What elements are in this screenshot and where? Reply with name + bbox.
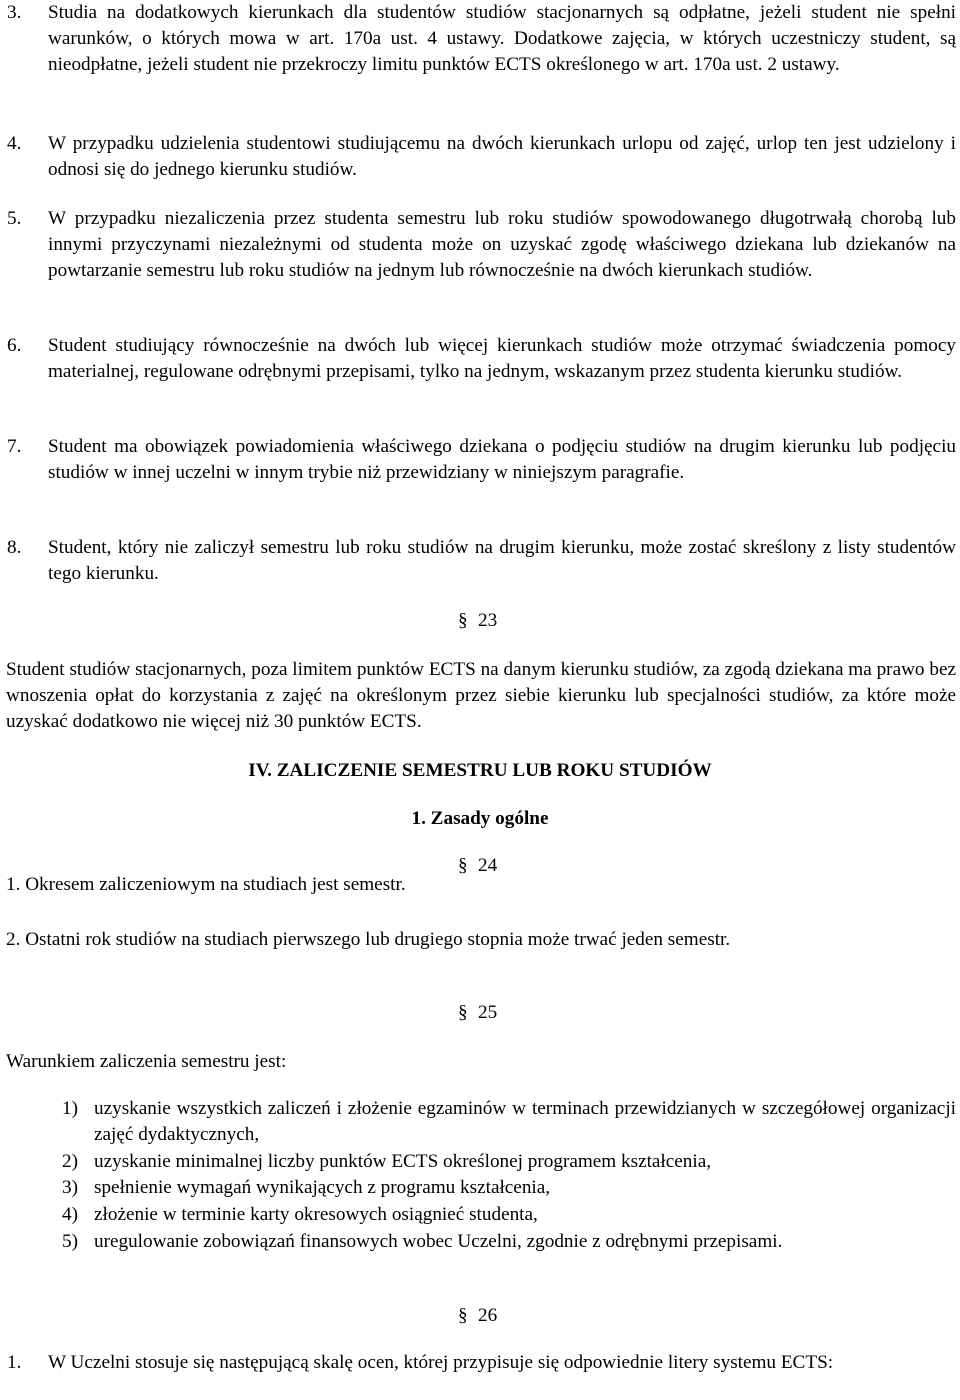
item-text: W przypadku niezaliczenia przez studenta semestru lub roku studiów spowodowanego długotrwałą chorobą lub innymi przyczynami niezależnymi od studenta może on uzyskać zgodę właściwego dziekana lub dziekanów na powtarzanie semestru lub roku studiów na jednym lub równocześnie na dwóch kierunkach studiów. [48,208,956,282]
item-number: 1. [6,874,21,895]
item-text: Student ma obowiązek powiadomienia właściwego dziekana o podjęciu studiów na drugim kierunku lub podjęciu studiów w innej uczelni w innym trybie niż przewidziany w niniejszym paragrafie. [48,436,956,484]
item-text: Okresem zaliczeniowym na studiach jest semestr. [25,874,406,895]
item-text: uregulowanie zobowiązań finansowych wobec Uczelni, zgodnie z odrębnymi przepisami. [94,1231,783,1252]
item-number: 6. [7,335,22,356]
section-number: 23 [478,610,498,631]
item-text: złożenie w terminie karty okresowych osiągnieć studenta, [94,1204,538,1225]
list-item [0,1202,960,1228]
chapter-heading: IV. ZALICZENIE SEMESTRU LUB ROKU STUDIÓW [248,760,712,781]
numbered-item [0,434,960,486]
item-text: Student, który nie zaliczył semestru lub roku studiów na drugim kierunku, może zostać skreślony z listy studentów tego kierunku. [48,537,956,585]
item-text: W przypadku udzielenia studentowi studiującemu na dwóch kierunkach urlopu od zajęć, urlop ten jest udzielony i odnosi się do jednego kierunku studiów. [48,133,956,181]
paragraph-text: Student studiów stacjonarnych, poza limitem punktów ECTS na danym kierunku studiów, za zgodą dziekana ma prawo bez wnoszenia opłat do korzystania z zajęć na określonym przez siebie kierunku lub specjalności studiów, za które może uzyskać dodatkowo nie więcej niż 30 punktów ECTS. [6,659,956,733]
numbered-item [0,535,960,587]
paragraph-25-intro: Warunkiem zaliczenia semestru jest: [6,1051,287,1072]
list-item [0,1175,960,1201]
numbered-item [0,206,960,285]
section-symbol: § [458,1305,468,1326]
item-number: 4) [62,1204,78,1225]
item-number: 8. [7,537,22,558]
paragraph-23 [0,657,960,736]
section-mark-24 [458,853,497,879]
sub-heading: 1. Zasady ogólne [411,808,549,829]
item-text: spełnienie wymagań wynikających z programu kształcenia, [94,1177,551,1198]
item-number: 2. [6,929,21,950]
section-symbol: § [458,1002,468,1023]
section-number: 24 [478,855,498,876]
item-text: uzyskanie minimalnej liczby punktów ECTS określonej programem kształcenia, [94,1151,712,1172]
list-item [0,1229,960,1255]
item-text: Studia na dodatkowych kierunkach dla studentów studiów stacjonarnych są odpłatne, jeżeli student nie spełni warunków, o których mowa w art. 170a ust. 4 ustawy. Dodatkowe zajęcia, w których uczestniczy student, są nieodpłatne, jeżeli student nie przekroczy limitu punktów ECTS określonego w art. 170a ust. 2 ustawy. [48,2,956,76]
numbered-item [0,1350,960,1376]
section-symbol: § [458,855,468,876]
section-mark-25 [458,1000,497,1026]
item-number: 1) [62,1098,78,1119]
item-text: W Uczelni stosuje się następującą skalę ocen, której przypisuje się odpowiednie litery systemu ECTS: [48,1352,834,1373]
item-text: uzyskanie wszystkich zaliczeń i złożenie egzaminów w terminach przewidzianych w szczegółowej organizacji zajęć dydaktycznych, [94,1098,956,1146]
item-number: 7. [7,436,22,457]
item-number: 5. [7,208,22,229]
item-number: 5) [62,1231,78,1252]
item-number: 1. [7,1352,22,1373]
list-item [0,1149,960,1175]
list-item [0,1096,960,1148]
item-number: 2) [62,1151,78,1172]
section-number: 25 [478,1002,498,1023]
numbered-item [0,131,960,183]
list-item [6,872,406,898]
section-symbol: § [458,610,468,631]
section-number: 26 [478,1305,498,1326]
list-item [6,927,730,953]
item-number: 3) [62,1177,78,1198]
item-number: 4. [7,133,22,154]
numbered-item [0,333,960,385]
section-mark-23 [458,608,497,634]
item-text: Ostatni rok studiów na studiach pierwszego lub drugiego stopnia może trwać jeden semestr. [25,929,731,950]
item-text: Student studiujący równocześnie na dwóch lub więcej kierunkach studiów może otrzymać świadczenia pomocy materialnej, regulowane odrębnymi przepisami, tylko na jednym, wskazanym przez studenta kierunku studiów. [48,335,956,383]
section-mark-26 [458,1303,497,1329]
numbered-item [0,0,960,79]
item-number: 3. [7,2,22,23]
